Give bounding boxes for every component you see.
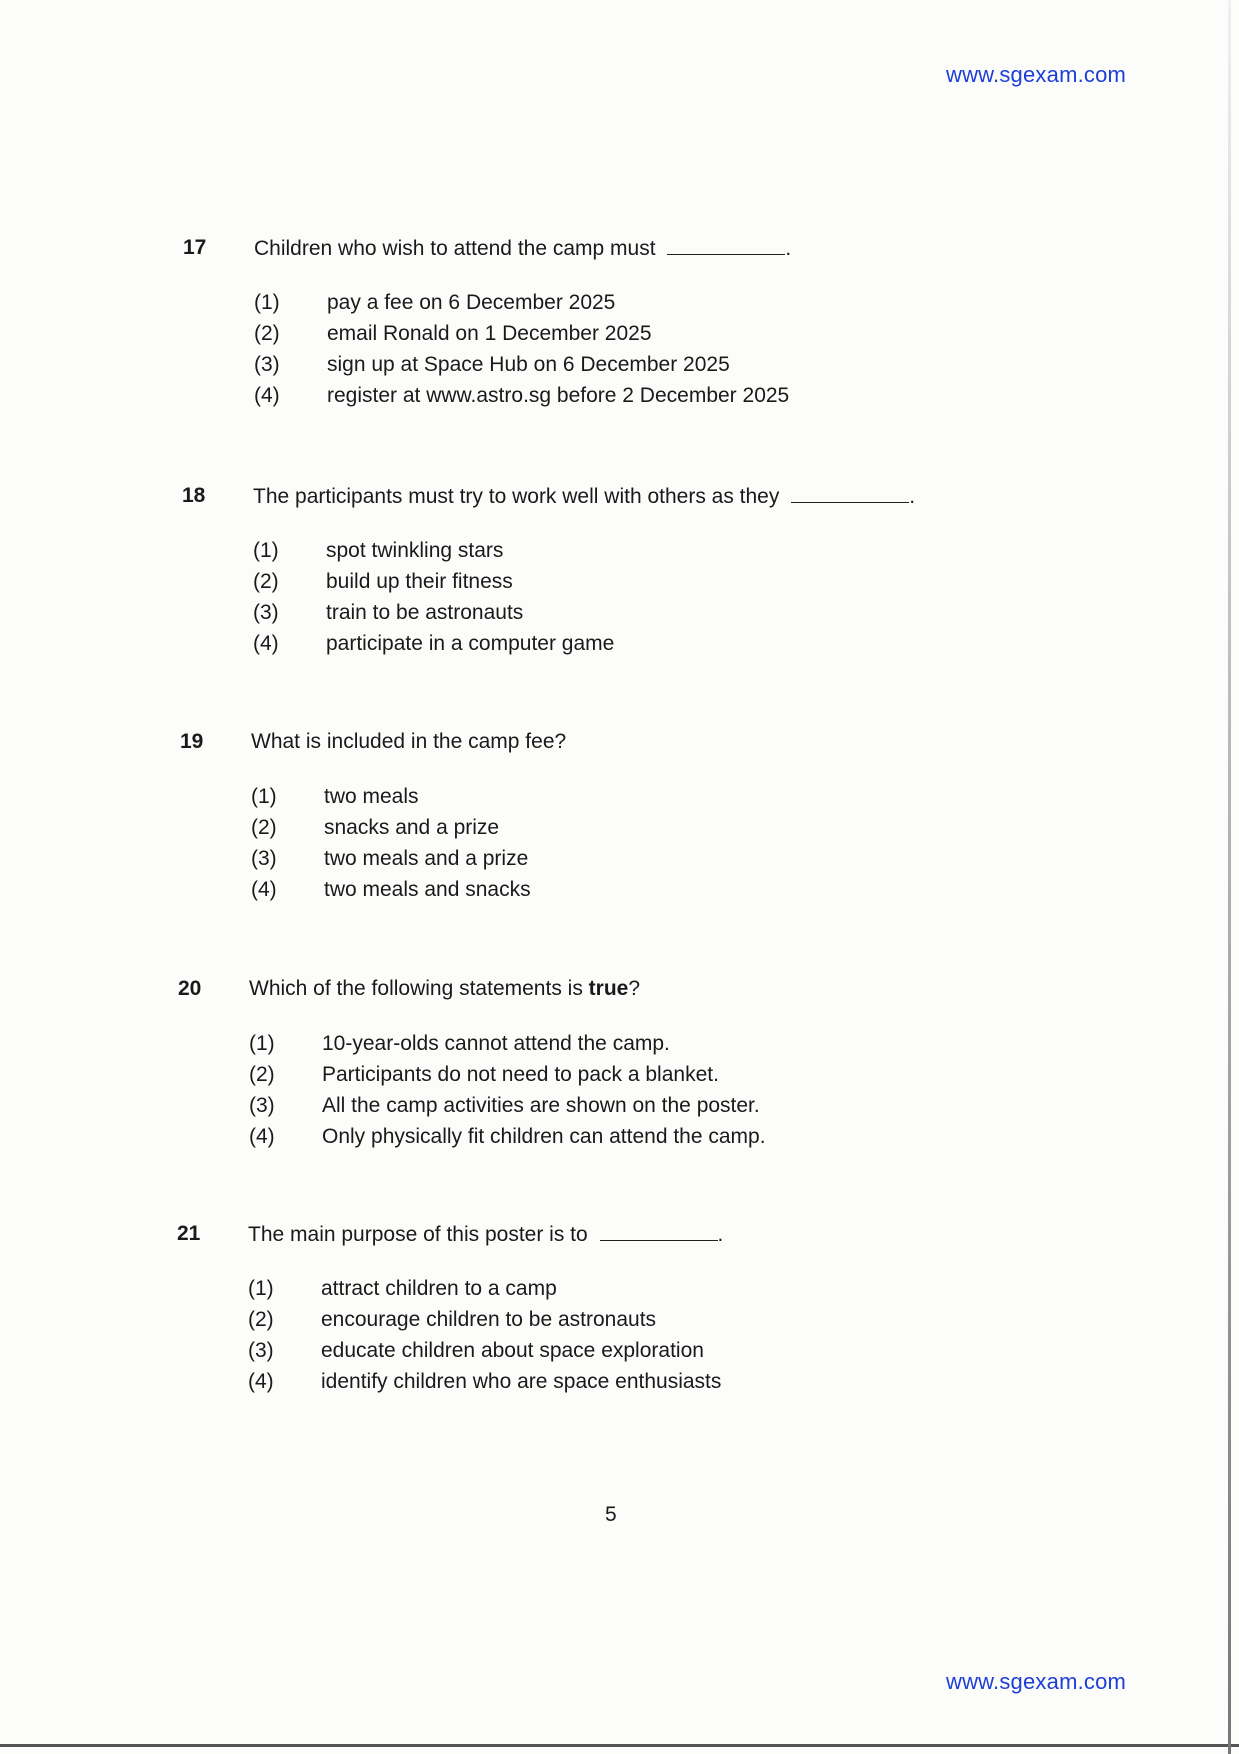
option-label: (1) xyxy=(253,539,279,562)
option-text: train to be astronauts xyxy=(326,601,524,624)
option-text: sign up at Space Hub on 6 December 2025 xyxy=(327,353,730,376)
option-label: (3) xyxy=(251,847,277,870)
option-label: (1) xyxy=(251,785,277,808)
option-text: build up their fitness xyxy=(326,570,513,593)
option-text: All the camp activities are shown on the poster. xyxy=(322,1094,760,1117)
option-text: encourage children to be astronauts xyxy=(321,1308,657,1331)
option-label: (4) xyxy=(253,632,279,655)
option-label: (4) xyxy=(251,878,277,901)
option-text: attract children to a camp xyxy=(321,1277,557,1300)
question-number: 17 xyxy=(183,236,207,259)
scan-edge-right xyxy=(1228,0,1231,1754)
stem-emphasis: true xyxy=(588,977,629,1000)
scan-edge-bottom xyxy=(0,1744,1239,1747)
question-stem xyxy=(253,484,915,509)
option-label: (2) xyxy=(253,570,279,593)
option-text: two meals and a prize xyxy=(324,847,529,870)
option-label: (2) xyxy=(251,816,277,839)
stem-text: The participants must try to work well with others as they xyxy=(253,485,780,508)
question-stem xyxy=(251,730,566,754)
option-text: participate in a computer game xyxy=(326,632,615,655)
option-label: (1) xyxy=(249,1032,275,1055)
stem-punctuation: ? xyxy=(628,977,641,1000)
option-label: (4) xyxy=(254,384,280,407)
option-label: (1) xyxy=(254,291,280,314)
stem-punctuation: . xyxy=(785,237,792,260)
header-site-link[interactable]: www.sgexam.com xyxy=(946,62,1127,87)
answer-blank xyxy=(791,484,909,503)
stem-text: Which of the following statements is xyxy=(249,977,583,1000)
page-number: 5 xyxy=(605,1503,617,1526)
question-stem xyxy=(249,977,640,1001)
answer-blank xyxy=(600,1222,718,1241)
stem-punctuation: . xyxy=(909,485,916,508)
question-stem xyxy=(248,1222,723,1247)
option-text: Participants do not need to pack a blanket. xyxy=(322,1063,719,1086)
option-label: (1) xyxy=(248,1277,274,1300)
question-stem xyxy=(254,236,791,261)
option-text: educate children about space exploration xyxy=(321,1339,704,1362)
option-text: 10-year-olds cannot attend the camp. xyxy=(322,1032,670,1055)
option-text: identify children who are space enthusiasts xyxy=(321,1370,722,1393)
question-number: 20 xyxy=(178,977,202,1000)
option-text: snacks and a prize xyxy=(324,816,500,839)
footer-site-link[interactable]: www.sgexam.com xyxy=(946,1669,1127,1694)
question-number: 19 xyxy=(180,730,204,753)
stem-text: The main purpose of this poster is to xyxy=(248,1223,588,1246)
option-label: (3) xyxy=(248,1339,274,1362)
option-label: (3) xyxy=(254,353,280,376)
option-text: spot twinkling stars xyxy=(326,539,504,562)
stem-text: Children who wish to attend the camp must xyxy=(254,237,656,260)
question-number: 18 xyxy=(182,484,206,507)
option-label: (2) xyxy=(248,1308,274,1331)
question-number: 21 xyxy=(177,1222,201,1245)
stem-text: What is included in the camp fee? xyxy=(251,730,567,753)
option-label: (4) xyxy=(249,1125,275,1148)
option-text: email Ronald on 1 December 2025 xyxy=(327,322,652,345)
stem-punctuation: . xyxy=(717,1223,724,1246)
option-text: register at www.astro.sg before 2 December 2025 xyxy=(327,384,790,407)
option-text: two meals and snacks xyxy=(324,878,531,901)
answer-blank xyxy=(667,236,785,255)
option-label: (3) xyxy=(253,601,279,624)
option-text: Only physically fit children can attend the camp. xyxy=(322,1125,766,1148)
option-text: pay a fee on 6 December 2025 xyxy=(327,291,616,314)
option-text: two meals xyxy=(324,785,419,808)
option-label: (4) xyxy=(248,1370,274,1393)
option-label: (2) xyxy=(249,1063,275,1086)
option-label: (3) xyxy=(249,1094,275,1117)
option-label: (2) xyxy=(254,322,280,345)
